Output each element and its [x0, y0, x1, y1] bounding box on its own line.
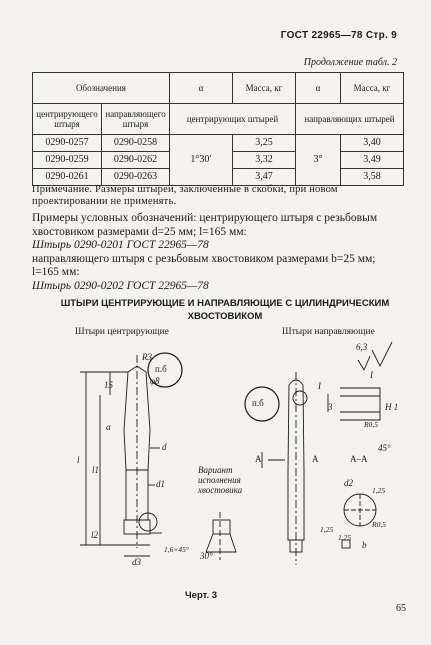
label-pb-right: п.б	[252, 398, 264, 408]
label-d: d	[162, 442, 167, 452]
col-alpha: α	[170, 73, 233, 104]
label-l1: l1	[92, 465, 100, 475]
cell-guiding: 0290-0263	[102, 169, 170, 186]
right-caption: Штыри направляющие	[282, 327, 375, 337]
col-alpha2: α	[296, 73, 341, 104]
label-l: l	[77, 455, 80, 465]
example-code-2: Штырь 0290-0202 ГОСТ 22965—78	[32, 279, 209, 292]
cell-centering: 0290-0257	[33, 135, 102, 152]
label-3: 3	[328, 402, 333, 412]
sub-centering-pin: центрирующего штыря	[33, 104, 102, 135]
label-45deg: 45°	[378, 443, 391, 453]
label-pb-left: п.б	[155, 364, 167, 374]
sub-centering-pins: центрирующих штырей	[170, 104, 296, 135]
example-line-1: Примеры условных обозначений: центрирующего штыря с резьбовым хвостовиком размерами d=25 мм; l=165 мм:	[32, 212, 378, 238]
table-note: Примечание. Размеры штырей, заключенные в скобки, при новом проектировании не применять.	[32, 184, 338, 207]
sub-guiding-pin: направляющего штыря	[102, 104, 170, 135]
label-r3: R3	[142, 352, 152, 362]
cell-mass1: 3,25	[233, 135, 296, 152]
label-variant: Вариант исполнения хвостовика	[198, 465, 243, 495]
col-mass: Масса, кг	[233, 73, 296, 104]
label-a-right: A	[312, 454, 319, 464]
label-roughness: 6,3	[356, 342, 368, 352]
label-d1: d1	[156, 479, 165, 489]
section-title: ШТЫРИ ЦЕНТРИРУЮЩИЕ И НАПРАВЛЯЮЩИЕ С ЦИЛИНДРИЧЕСКИМ ХВОСТОВИКОМ	[60, 298, 390, 322]
cell-guiding: 0290-0258	[102, 135, 170, 152]
example-line-2: направляющего штыря с резьбовым хвостовиком размерами b=25 мм; l=165 мм:	[32, 252, 376, 278]
centering-pin-drawing	[80, 353, 182, 556]
label-l2: l2	[91, 530, 99, 540]
label-b: b	[362, 540, 367, 550]
cell-mass1: 3,32	[233, 152, 296, 169]
table-continuation: Продолжение табл. 2	[303, 57, 397, 68]
label-roman-top: I	[370, 370, 373, 380]
cell-guiding: 0290-0262	[102, 152, 170, 169]
label-d3: d3	[132, 557, 141, 567]
label-r05: R0,5	[364, 420, 378, 429]
label-h1: H 1	[385, 402, 399, 412]
label-125-b: 1,25	[320, 525, 334, 534]
cell-alpha: 1°30′	[170, 135, 233, 186]
cell-centering: 0290-0261	[33, 169, 102, 186]
cell-alpha2: 3°	[296, 135, 341, 186]
cell-mass2: 3,58	[341, 169, 404, 186]
example-code-1: Штырь 0290-0201 ГОСТ 22965—78	[32, 239, 209, 251]
label-phi8: φ8	[150, 376, 160, 386]
sub-guiding-pins: направляющих штырей	[296, 104, 404, 135]
col-mass2: Масса, кг	[341, 73, 404, 104]
col-designation: Обозначения	[33, 73, 170, 104]
cell-mass1: 3,47	[233, 169, 296, 186]
label-125-a: 1,25	[372, 486, 386, 495]
cell-mass2: 3,49	[341, 152, 404, 169]
standard-header: ГОСТ 22965—78 Стр. 9	[280, 30, 397, 41]
page-number: 65	[396, 603, 406, 614]
label-roman-pin: I	[318, 381, 321, 391]
label-alpha: α	[106, 422, 111, 432]
label-30deg: 30°	[200, 551, 213, 561]
label-125-c: 1,25	[338, 533, 352, 542]
left-caption: Штыри центрирующие	[75, 327, 169, 337]
label-15: 15	[104, 380, 113, 390]
label-chamfer: 1,6×45°	[164, 545, 189, 554]
label-a-left: A	[255, 454, 262, 464]
cell-mass2: 3,40	[341, 135, 404, 152]
figure-caption: Черт. 3	[185, 590, 218, 601]
label-d2: d2	[344, 478, 353, 488]
label-section-aa: A–A	[350, 454, 368, 464]
cell-centering: 0290-0259	[33, 152, 102, 169]
label-r05-section: R0,5	[372, 520, 386, 529]
